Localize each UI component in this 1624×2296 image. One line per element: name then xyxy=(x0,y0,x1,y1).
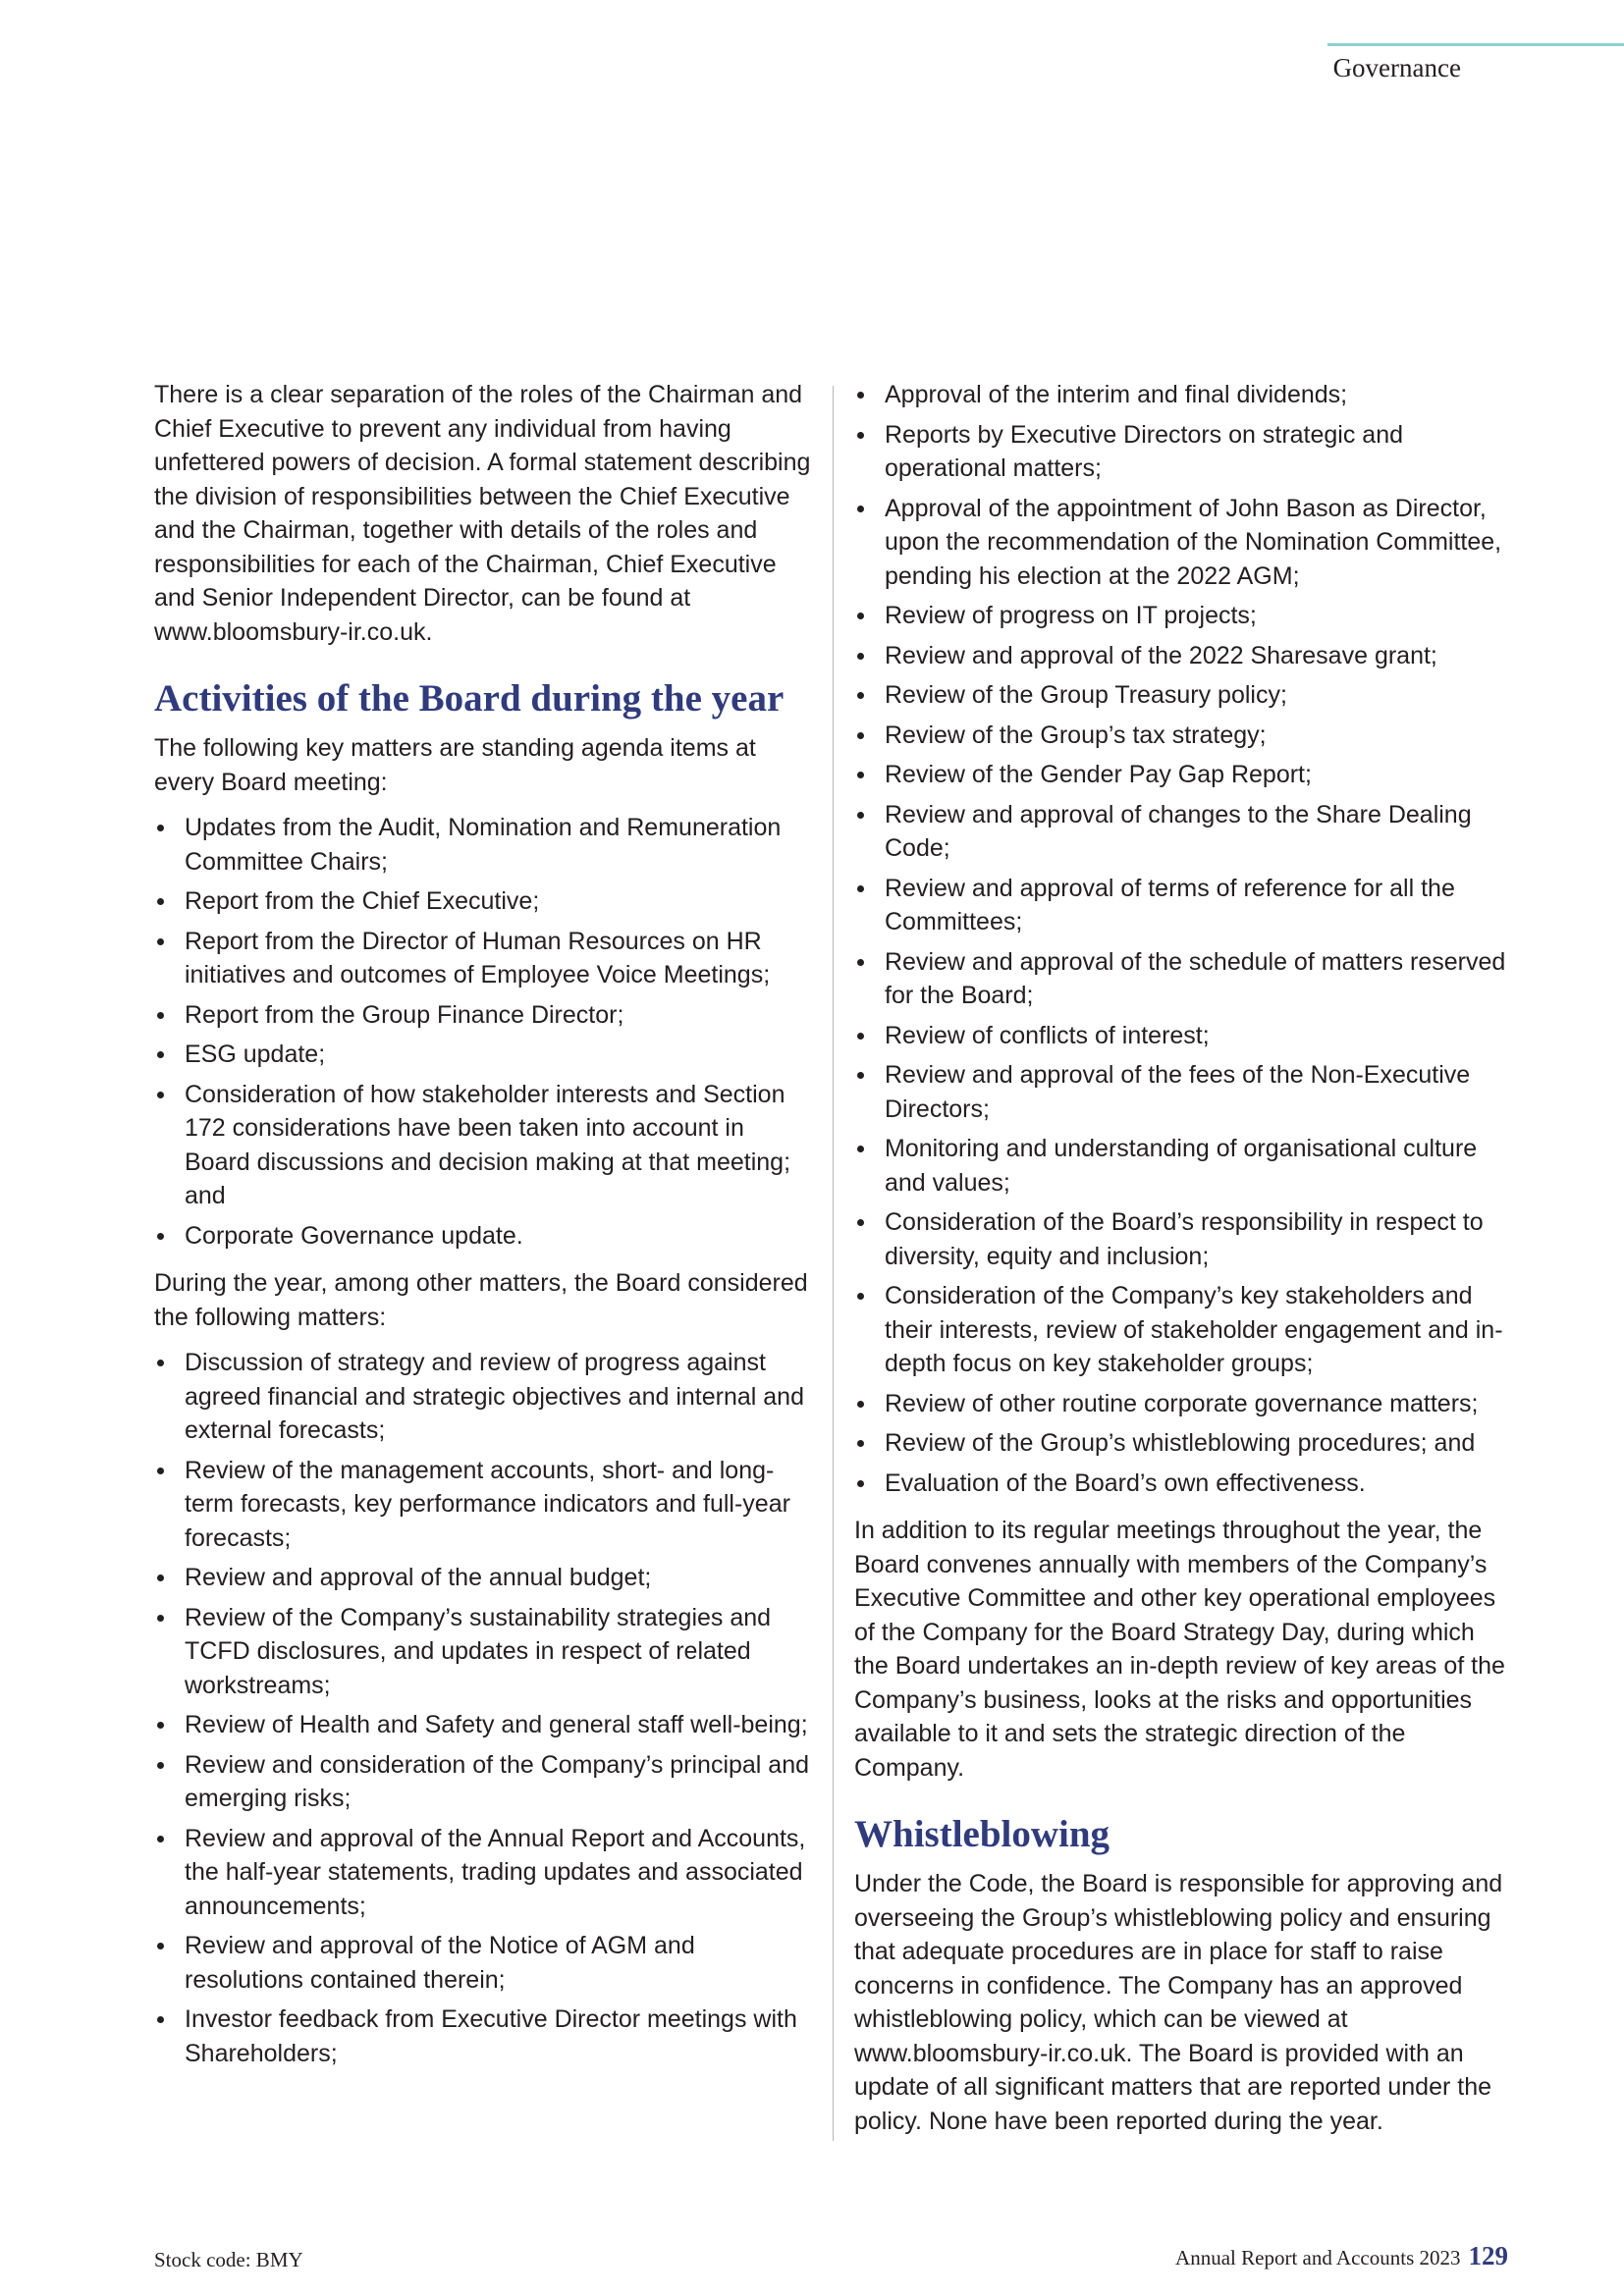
page-footer xyxy=(1175,2241,1508,2271)
list-item: Review of other routine corporate governance matters; xyxy=(854,1387,1512,1421)
list-item: Review of the Gender Pay Gap Report; xyxy=(854,758,1512,792)
right-column xyxy=(854,378,1512,2150)
list-item: Evaluation of the Board’s own effectiveness. xyxy=(854,1467,1512,1501)
list-item: Approval of the appointment of John Bason as Director, upon the recommendation of the Nomination Committee, pending his election at the 2022 AGM; xyxy=(854,492,1512,594)
strategy-day-paragraph: In addition to its regular meetings throughout the year, the Board convenes annually with members of the Company’s Executive Committee and other key operational employees of the Company for the Board Strategy Day, during which the Board undertakes an in-depth review of key areas of the Company’s business, looks at the risks and opportunities available to it and sets the strategic direction of the Company. xyxy=(854,1517,1505,1782)
list-item: ESG update; xyxy=(154,1038,812,1072)
whistleblowing-heading: Whistleblowing xyxy=(854,1813,1110,1855)
section-label: Governance xyxy=(1332,53,1461,82)
list-item: Consideration of the Company’s key stakeholders and their interests, review of stakeholder engagement and in-depth focus on key stakeholder groups; xyxy=(854,1279,1512,1381)
list-item: Review of the Company’s sustainability strategies and TCFD disclosures, and updates in respect of related workstreams; xyxy=(154,1601,812,1703)
stock-code: Stock code: BMY xyxy=(154,2248,303,2271)
list-item: Review and approval of the fees of the Non-Executive Directors; xyxy=(854,1058,1512,1126)
year-matters-list-continued xyxy=(854,378,1512,1500)
year-matters-intro: During the year, among other matters, the Board considered the following matters: xyxy=(154,1269,808,1331)
list-item: Report from the Director of Human Resources on HR initiatives and outcomes of Employee Voice Meetings; xyxy=(154,925,812,992)
column-divider xyxy=(833,386,834,2141)
list-item: Updates from the Audit, Nomination and Remuneration Committee Chairs; xyxy=(154,811,812,879)
whistleblowing-paragraph: Under the Code, the Board is responsible for approving and overseeing the Group’s whistleblowing policy and ensuring that adequate procedures are in place for staff to raise concerns in confidence. The Company has an approved whistleblowing policy, which can be viewed at www.bloomsbury-ir.co.uk. The Board is provided with an update of all significant matters that are reported under the policy. None have been reported during the year. xyxy=(854,1870,1503,2135)
list-item: Review and consideration of the Company’s principal and emerging risks; xyxy=(154,1748,812,1816)
list-item: Corporate Governance update. xyxy=(154,1219,812,1254)
list-item: Review and approval of terms of reference for all the Committees; xyxy=(854,872,1512,939)
list-item: Consideration of how stakeholder interests and Section 172 considerations have been taken into account in Board discussions and decision making at that meeting; and xyxy=(154,1078,812,1213)
list-item: Review of the Group Treasury policy; xyxy=(854,678,1512,713)
list-item: Review and approval of changes to the Share Dealing Code; xyxy=(854,798,1512,866)
list-item: Consideration of the Board’s responsibility in respect to diversity, equity and inclusion; xyxy=(854,1205,1512,1273)
list-item: Reports by Executive Directors on strategic and operational matters; xyxy=(854,418,1512,486)
list-item: Review of Health and Safety and general staff well-being; xyxy=(154,1708,812,1742)
activities-heading: Activities of the Board during the year xyxy=(154,677,785,720)
role-separation-paragraph: There is a clear separation of the roles of the Chairman and Chief Executive to prevent any individual from having unfettered powers of decision. A formal statement describing the division of responsibilities between the Chief Executive and the Chairman, together with details of the roles and responsibilities for each of the Chairman, Chief Executive and Senior Independent Director, can be found at www.bloomsbury-ir.co.uk. xyxy=(154,381,811,646)
list-item: Report from the Chief Executive; xyxy=(154,884,812,919)
list-item: Review of conflicts of interest; xyxy=(854,1019,1512,1053)
list-item: Monitoring and understanding of organisational culture and values; xyxy=(854,1132,1512,1200)
list-item: Review of the Group’s whistleblowing procedures; and xyxy=(854,1426,1512,1461)
list-item: Approval of the interim and final dividends; xyxy=(854,378,1512,412)
list-item: Review of the management accounts, short- and long-term forecasts, key performance indicators and full-year forecasts; xyxy=(154,1454,812,1556)
list-item: Review of progress on IT projects; xyxy=(854,599,1512,633)
list-item: Review and approval of the Annual Report and Accounts, the half-year statements, trading updates and associated announcements; xyxy=(154,1822,812,1924)
list-item: Discussion of strategy and review of progress against agreed financial and strategic objectives and internal and external forecasts; xyxy=(154,1346,812,1448)
report-title: Annual Report and Accounts 2023 xyxy=(1175,2246,1461,2269)
left-column xyxy=(154,378,812,2084)
list-item: Investor feedback from Executive Director meetings with Shareholders; xyxy=(154,2002,812,2070)
page-number: 129 xyxy=(1468,2241,1508,2270)
list-item: Review and approval of the 2022 Sharesave grant; xyxy=(854,639,1512,673)
list-item: Report from the Group Finance Director; xyxy=(154,998,812,1033)
header-accent-rule xyxy=(1327,43,1624,46)
standing-agenda-list xyxy=(154,811,812,1253)
list-item: Review and approval of the schedule of matters reserved for the Board; xyxy=(854,945,1512,1013)
list-item: Review of the Group’s tax strategy; xyxy=(854,719,1512,753)
list-item: Review and approval of the annual budget; xyxy=(154,1561,812,1595)
year-matters-list xyxy=(154,1346,812,2070)
list-item: Review and approval of the Notice of AGM and resolutions contained therein; xyxy=(154,1929,812,1997)
standing-agenda-intro: The following key matters are standing agenda items at every Board meeting: xyxy=(154,734,756,796)
